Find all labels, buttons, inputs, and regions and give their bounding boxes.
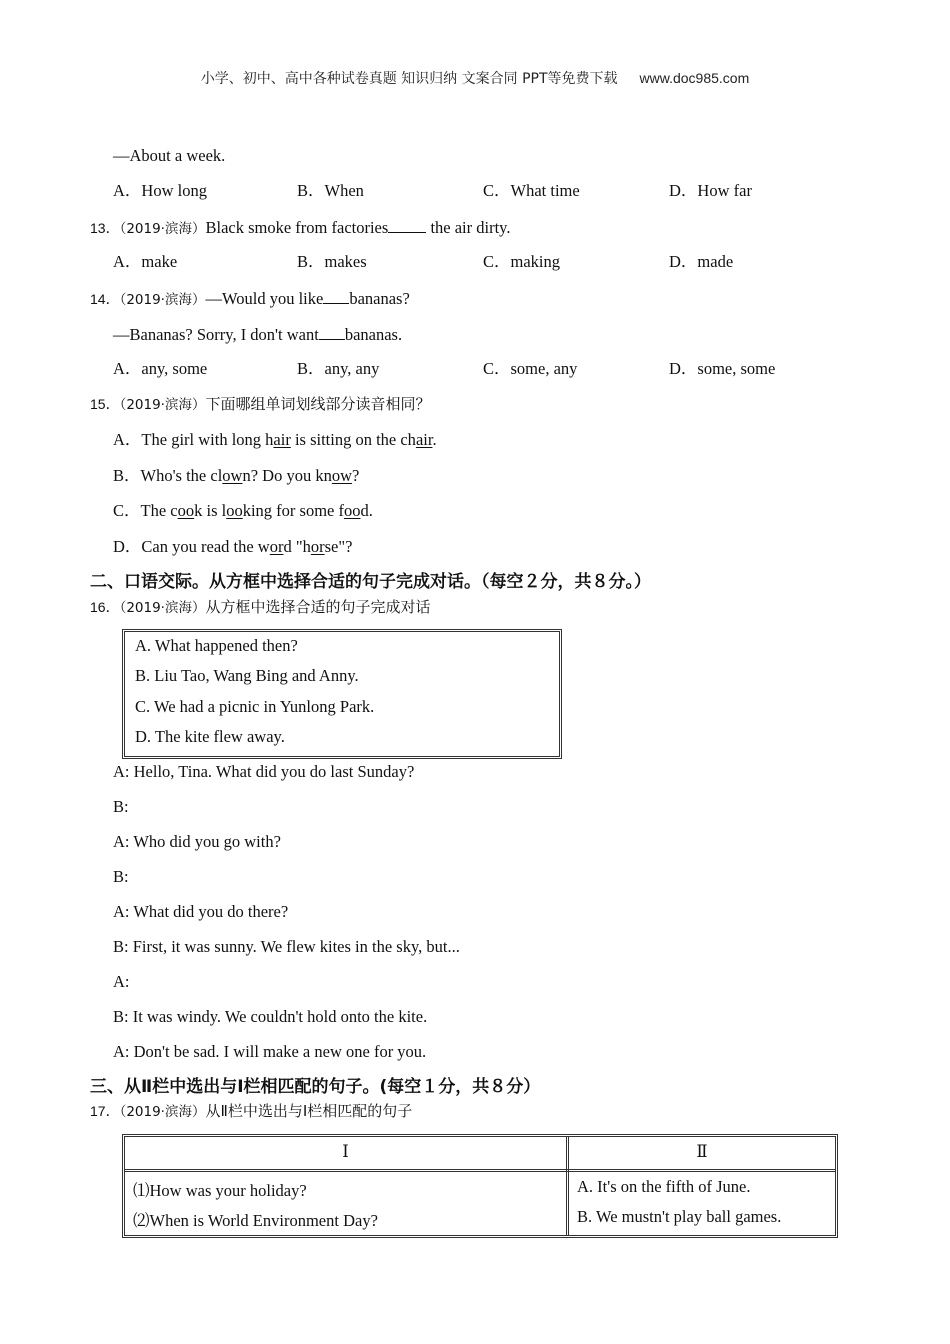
q14-stem	[90, 288, 410, 310]
table-header-col2: Ⅱ	[696, 1142, 708, 1161]
q14-line1-post: bananas?	[349, 289, 410, 308]
q15-option-b: B．Who's the clown? Do you know?	[113, 466, 360, 485]
q17-number: 17．	[90, 1103, 120, 1119]
q16-dialogue-line: B:	[113, 797, 129, 816]
q12-option-b: B．When	[297, 181, 364, 200]
q13-source: （2019·滨海）	[119, 221, 206, 237]
q13-text-pre: Black smoke from factories	[205, 218, 389, 237]
q14-option-c: C．some, any	[483, 359, 578, 378]
q15-prompt: 下面哪组单词划线部分读音相同？	[205, 395, 431, 413]
q15-option-a: A．The girl with long hair is sitting on the chair.	[113, 430, 437, 449]
q12-option-a: A．How long	[113, 181, 207, 200]
q13-option-d: D．made	[669, 252, 734, 271]
q13-text-post: the air dirty.	[426, 218, 511, 237]
table-header-col1: Ⅰ	[342, 1142, 349, 1161]
q13-option-a: A．make	[113, 252, 178, 271]
q17-match-table	[122, 1134, 838, 1238]
q14-option-b: B．any, any	[297, 359, 380, 378]
q13-number: 13．	[90, 220, 120, 236]
table-col2-item: B. We mustn't play ball games.	[577, 1207, 782, 1226]
q14-source: （2019·滨海）	[119, 292, 206, 308]
q16-number: 16．	[90, 599, 120, 615]
q15-option-d: D．Can you read the word "horse"?	[113, 537, 353, 556]
q14-blank-1	[323, 288, 349, 304]
q16-dialogue-line: A:	[113, 972, 130, 991]
q12-answer-line: —About a week.	[113, 146, 226, 165]
header-site: www.doc985.com	[639, 70, 750, 86]
table-header-divider	[125, 1169, 835, 1172]
q13-option-b: B．makes	[297, 252, 367, 271]
q16-box-option-c: C. We had a picnic in Yunlong Park.	[135, 697, 375, 716]
page-header	[0, 68, 950, 88]
q17-source: （2019·滨海）	[119, 1104, 206, 1120]
q16-source: （2019·滨海）	[119, 600, 206, 616]
q13-stem	[90, 217, 510, 239]
q16-dialogue-line: B:	[113, 867, 129, 886]
q15-number: 15．	[90, 396, 120, 412]
q15-option-c: C．The cook is looking for some food.	[113, 501, 373, 520]
q15-stem	[90, 394, 431, 415]
q14-line2-post: bananas.	[344, 325, 403, 344]
q14-option-a: A．any, some	[113, 359, 208, 378]
q12-option-c: C．What time	[483, 181, 580, 200]
header-text: 小学、初中、高中各种试卷真题 知识归纳 文案合同 PPT等免费下载	[200, 71, 618, 87]
q16-box-option-b: B. Liu Tao, Wang Bing and Anny.	[135, 666, 359, 685]
table-col1-item: ⑵When is World Environment Day?	[133, 1211, 378, 1230]
q16-dialogue-line: B: It was windy. We couldn't hold onto the kite.	[113, 1007, 428, 1026]
q16-box-option-a: A. What happened then?	[135, 636, 298, 655]
q16-dialogue-line: A: Hello, Tina. What did you do last Sunday?	[113, 762, 415, 781]
q16-dialogue-line: B: First, it was sunny. We flew kites in the sky, but...	[113, 937, 460, 956]
section-2-title: 二、口语交际。从方框中选择合适的句子完成对话。（每空２分，共８分。）	[90, 572, 651, 592]
q14-line1-pre: —Would you like	[205, 289, 324, 308]
q12-option-d: D．How far	[669, 181, 752, 200]
q14-line2-pre: —Bananas? Sorry, I don't want	[113, 325, 319, 344]
q14-line2	[113, 324, 402, 345]
section-3-title: 三、从Ⅱ栏中选出与Ⅰ栏相匹配的句子。(每空１分，共８分）	[90, 1077, 541, 1097]
q16-dialogue-line: A: What did you do there?	[113, 902, 289, 921]
q14-option-d: D．some, some	[669, 359, 776, 378]
q14-blank-2	[319, 324, 345, 340]
q16-dialogue-line: A: Don't be sad. I will make a new one for you.	[113, 1042, 427, 1061]
table-col2-item: A. It's on the fifth of June.	[577, 1177, 751, 1196]
q16-stem	[90, 597, 431, 618]
q16-box-option-d: D. The kite flew away.	[135, 727, 285, 746]
q14-number: 14．	[90, 291, 120, 307]
table-col1-item: ⑴How was your holiday?	[133, 1181, 307, 1200]
q15-source: （2019·滨海）	[119, 397, 206, 413]
q13-option-c: C．making	[483, 252, 560, 271]
q16-prompt: 从方框中选择合适的句子完成对话	[205, 598, 431, 616]
q16-dialogue-line: A: Who did you go with?	[113, 832, 281, 851]
q17-prompt: 从Ⅱ栏中选出与Ⅰ栏相匹配的句子	[205, 1102, 413, 1120]
q13-blank	[388, 217, 426, 233]
q16-choice-box	[122, 629, 562, 759]
q17-stem	[90, 1101, 412, 1122]
